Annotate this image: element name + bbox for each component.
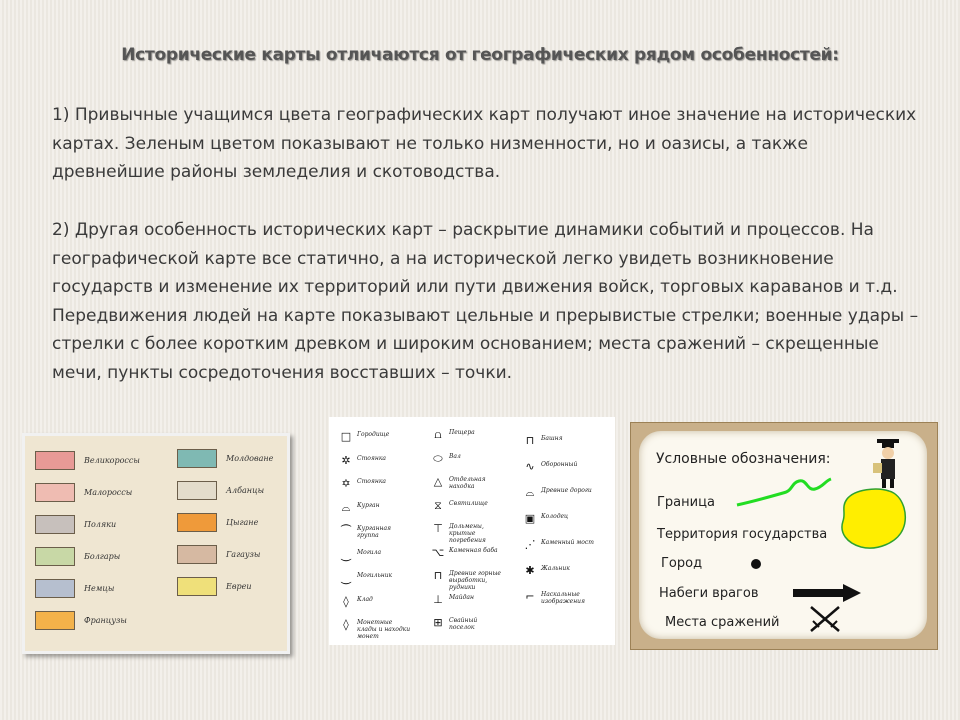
symbol-row [335, 525, 412, 539]
swatch-label: Поляки [84, 520, 117, 529]
symbol-row [519, 461, 596, 473]
swatch-label: Немцы [84, 584, 115, 593]
symbol-label: Древние горные выработки, рудники [449, 570, 501, 591]
swatch-box [177, 577, 217, 596]
swatch-row [177, 481, 264, 500]
symbol-row [427, 594, 504, 606]
symbol-label: Башня [541, 435, 563, 442]
symbol-row [519, 539, 596, 551]
symbol-row [427, 547, 504, 559]
swatch-box [35, 451, 75, 470]
legend-card-image [630, 422, 938, 650]
symbol-row [519, 513, 596, 525]
swatch-label: Болгары [84, 552, 121, 561]
symbol-label: Колодец [541, 513, 569, 520]
symbol-label: Могильник [357, 572, 393, 579]
symbol-label: Жальник [541, 565, 570, 572]
swatch-row [35, 515, 116, 534]
swatch-box [35, 483, 75, 502]
legend-item-territory: Территория государства [657, 527, 828, 542]
scholar-figure-icon [869, 437, 909, 489]
symbol-label: Наскальные изображения [541, 591, 585, 605]
map-symbol-icon: □ [340, 430, 352, 443]
symbol-row [335, 502, 412, 514]
symbol-row [335, 478, 412, 490]
map-symbol-icon: ⋰ [524, 538, 536, 551]
swatch-row [177, 545, 260, 564]
swatch-box [177, 481, 217, 500]
symbol-label: Монетные клады и находки монет [357, 619, 411, 640]
swatch-row [177, 449, 273, 468]
symbol-label: Курган [357, 501, 380, 509]
legend-item-border: Граница [657, 495, 715, 510]
symbol-label: Стоянка [357, 454, 386, 462]
map-symbol-icon: ⏜ [340, 524, 352, 537]
map-symbol-icon: ⊓ [433, 569, 443, 582]
swatch-box [177, 449, 217, 468]
symbol-label: Каменная баба [449, 546, 498, 554]
symbol-label: Оборонный [541, 461, 578, 468]
symbol-row [335, 431, 412, 443]
symbol-label: Свайный поселок [449, 617, 478, 631]
map-symbol-icon: ⊥ [433, 592, 443, 606]
symbol-row [427, 429, 504, 441]
map-symbol-icon: ⏝ [340, 571, 352, 584]
map-symbol-icon: ⧖ [434, 498, 442, 512]
paragraph-2: 2) Другая особенность исторических карт – раскрытие динамики событий и процессов. На географической карте все статично, а на исторической легко увидеть возникновение государств и изменение их территорий или пути движения войск, торговых караванов и т.д. Передвижения людей на карте показывают цельные и прерывистые стрелки; военные удары – стрелки с более коротким древком и широким основанием; места сражений – скрещенные мечи, пункты сосредоточения восставших – точки. [52, 220, 919, 383]
symbol-row [335, 455, 412, 467]
swatch-box [35, 547, 75, 566]
swatch-label: Малороссы [84, 488, 133, 497]
color-legend-image [22, 433, 290, 654]
symbol-label: Вал [449, 452, 461, 460]
map-symbol-icon: ⌐ [525, 590, 535, 603]
paragraph-1: 1) Привычные учащимся цвета географических карт получают иное значение на исторических картах. Зеленым цветом показывают не только низменности, но и оазисы, а также древнейшие районы земледелия и скотоводства. [52, 105, 917, 182]
map-symbol-icon: ✡ [341, 477, 351, 490]
swatch-label: Цыгане [226, 518, 259, 527]
swatch-box [177, 545, 217, 564]
symbol-row [519, 487, 596, 499]
swatch-box [35, 579, 75, 598]
swatch-box [35, 515, 75, 534]
map-symbol-icon: ⊞ [433, 616, 443, 629]
map-symbol-icon: ◊ [343, 618, 349, 631]
legend-item-battles: Места сражений [665, 615, 780, 630]
symbol-row [427, 500, 504, 512]
symbol-row [519, 435, 596, 447]
swatch-label: Гагаузы [226, 550, 261, 559]
map-symbol-icon: ✱ [525, 564, 535, 577]
legend-card [639, 431, 927, 639]
swatch-label: Албанцы [226, 486, 265, 495]
legend-card-title: Условные обозначения: [656, 451, 831, 467]
symbol-label: Стоянка [357, 478, 386, 485]
swatch-label: Евреи [226, 582, 252, 591]
swatch-row [177, 577, 252, 596]
map-symbol-icon: ⌥ [431, 545, 445, 559]
symbol-row [335, 596, 412, 608]
symbol-label: Отдельная находка [449, 476, 486, 490]
map-symbol-icon: ⊤ [433, 522, 443, 535]
symbol-label: Дольмены, крытые погребения [449, 523, 486, 544]
symbol-row [427, 476, 504, 490]
symbol-label: Курганная группа [357, 525, 392, 539]
swatch-label: Французы [84, 616, 127, 625]
swatch-row [177, 513, 258, 532]
swatch-label: Великороссы [84, 456, 140, 465]
map-symbol-icon: ⌓ [341, 500, 351, 514]
map-symbol-icon: ⊓ [525, 434, 535, 447]
symbol-label: Майдан [449, 593, 474, 601]
symbol-row [519, 565, 596, 577]
swatch-row [35, 547, 120, 566]
symbol-label: Городище [357, 431, 390, 438]
symbol-row [427, 617, 504, 631]
swatch-row [35, 451, 140, 470]
symbol-row [335, 572, 412, 584]
map-symbol-icon: ⩍ [434, 428, 442, 441]
swatch-row [35, 579, 114, 598]
legend-item-city: Город [661, 556, 703, 571]
city-dot-icon [749, 557, 763, 571]
map-symbol-icon: ✲ [341, 453, 351, 467]
symbol-label: Каменный мост [541, 539, 594, 546]
swatch-label: Молдоване [226, 454, 274, 463]
symbol-label: Пещера [449, 429, 475, 436]
symbol-row [335, 619, 412, 640]
map-symbol-icon: △ [433, 475, 443, 488]
symbol-label: Святилище [449, 499, 488, 507]
raid-arrow-icon [791, 583, 863, 603]
map-symbol-icon: ◊ [343, 594, 349, 608]
swatch-box [35, 611, 75, 630]
legend-item-raids: Набеги врагов [659, 586, 759, 601]
border-line-icon [735, 475, 835, 515]
territory-shape-icon [837, 485, 911, 555]
symbol-row [335, 549, 412, 561]
swatch-box [177, 513, 217, 532]
symbol-row [427, 453, 504, 465]
crossed-swords-icon [807, 603, 843, 635]
swatch-row [35, 483, 132, 502]
map-symbol-icon: ∿ [525, 460, 535, 473]
symbol-row [427, 570, 504, 591]
map-symbol-icon: ⬭ [433, 451, 443, 465]
swatch-row [35, 611, 127, 630]
symbol-row [519, 591, 596, 605]
symbol-label: Клад [357, 595, 373, 603]
symbol-label: Древние дороги [541, 487, 592, 494]
map-symbol-icon: ⏝ [340, 547, 352, 561]
symbol-label: Могила [357, 548, 382, 556]
symbol-row [427, 523, 504, 544]
map-symbol-icon: ⌓ [525, 486, 535, 499]
map-symbol-icon: ▣ [524, 512, 536, 525]
slide-title: Исторические карты отличаются от географических рядом особенностей: [121, 45, 839, 65]
symbols-image [329, 417, 615, 645]
